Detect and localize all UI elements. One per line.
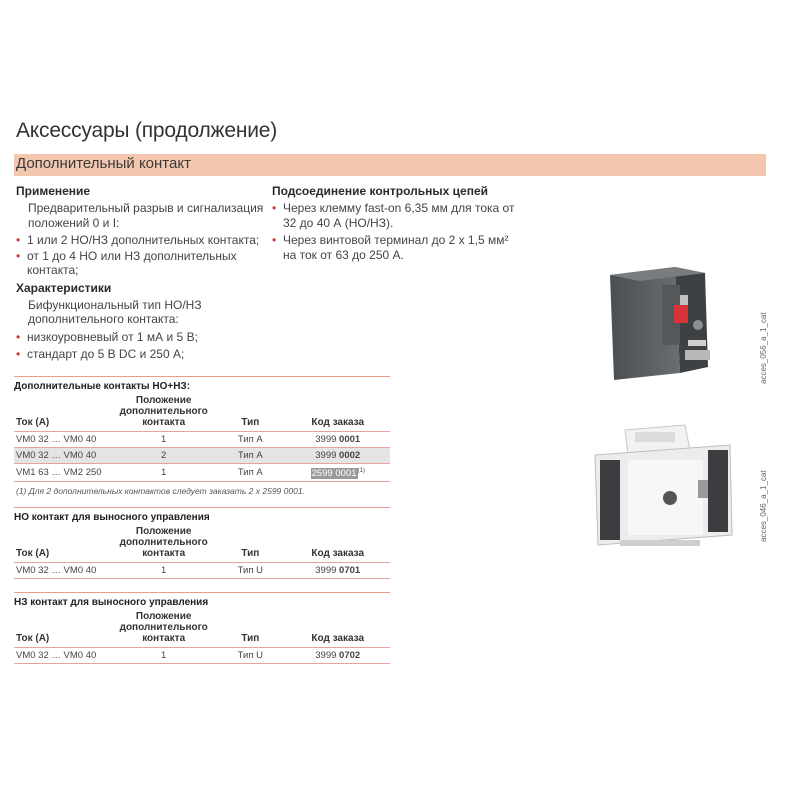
application-heading: Применение xyxy=(16,184,91,198)
cell-position: 1 xyxy=(112,464,215,482)
footnote-marker: (1) xyxy=(357,468,365,474)
connection-heading: Подсоединение контрольных цепей xyxy=(272,184,488,198)
cell-code xyxy=(285,648,390,664)
column-header-position: Положение дополнительного контакта xyxy=(119,611,208,644)
characteristics-bullet: • стандарт до 5 В DC и 250 А; xyxy=(16,347,266,362)
image-caption: acces_046_a_1_cat xyxy=(759,470,768,542)
image-caption: acces_056_a_1_cat xyxy=(759,312,768,384)
remote-contact-photo xyxy=(590,420,740,560)
column-header-position: Положение дополнительного контакта xyxy=(119,526,208,559)
application-bullet: • от 1 до 4 НО или НЗ дополнительных контакта; xyxy=(16,249,266,278)
code-prefix: 3999 xyxy=(315,434,340,445)
column-header-type: Тип xyxy=(241,548,260,559)
section-title: Дополнительный контакт xyxy=(16,155,191,172)
code-suffix: 0001 xyxy=(335,468,357,480)
connection-block xyxy=(272,184,522,262)
code-prefix: 3999 xyxy=(315,565,340,576)
characteristics-bullet: • низкоуровневый от 1 мА и 5 В; xyxy=(16,330,266,345)
cell-position: 1 xyxy=(112,432,215,448)
code-suffix: 0701 xyxy=(339,565,361,576)
auxiliary-contact-photo xyxy=(600,255,730,395)
code-suffix: 0702 xyxy=(339,650,361,661)
table-nc-remote xyxy=(14,592,390,664)
cell-type: Тип U xyxy=(215,563,285,579)
cell-position: 2 xyxy=(112,448,215,464)
cell-current: VM1 63 … VM2 250 xyxy=(14,464,112,482)
characteristics-heading: Характеристики xyxy=(16,280,112,295)
cell-code xyxy=(285,448,390,464)
cell-code xyxy=(285,432,390,448)
connection-bullet: • Через клемму fast-on 6,35 мм для тока от 32 до 40 А (НО/НЗ). xyxy=(272,201,522,230)
column-header-position: Положение дополнительного контакта xyxy=(119,395,208,428)
connection-bullet: • Через винтовой терминал до 2 х 1,5 мм² на ток от 63 до 250 А. xyxy=(272,233,522,262)
column-header-current: Ток (А) xyxy=(16,417,50,428)
table-row xyxy=(14,563,390,579)
code-suffix: 0002 xyxy=(339,450,361,461)
cell-type: Тип А xyxy=(215,448,285,464)
table-row xyxy=(14,464,390,482)
cell-current: VM0 32 … VM0 40 xyxy=(14,648,112,664)
column-header-type: Тип xyxy=(241,633,260,644)
characteristics-intro: Бифункциональный тип НО/НЗ дополнительного контакта: xyxy=(28,297,202,326)
column-header-code: Код заказа xyxy=(311,417,365,428)
table-title: НЗ контакт для выносного управления xyxy=(14,592,390,611)
application-bullet: • 1 или 2 НО/НЗ дополнительных контакта; xyxy=(16,233,266,248)
table-footnote: (1) Для 2 дополнительных контактов следует заказать 2 х 2599 0001. xyxy=(16,486,305,496)
table-title: Дополнительные контакты НО+НЗ: xyxy=(14,376,390,395)
cell-current: VM0 32 … VM0 40 xyxy=(14,563,112,579)
cell-position: 1 xyxy=(112,563,215,579)
cell-code xyxy=(285,464,390,482)
cell-code xyxy=(285,563,390,579)
application-block xyxy=(16,184,266,362)
cell-type: Тип А xyxy=(215,464,285,482)
data-table xyxy=(14,526,390,579)
column-header-current: Ток (А) xyxy=(16,633,50,644)
table-row xyxy=(14,432,390,448)
cell-position: 1 xyxy=(112,648,215,664)
table-no-nc-contacts xyxy=(14,376,390,482)
column-header-code: Код заказа xyxy=(311,548,365,559)
column-header-type: Тип xyxy=(241,417,260,428)
page-title: Аксессуары (продолжение) xyxy=(16,119,278,142)
data-table xyxy=(14,395,390,482)
cell-current: VM0 32 … VM0 40 xyxy=(14,448,112,464)
application-intro: Предварительный разрыв и сигнализация положений 0 и I: xyxy=(28,201,264,230)
table-title: НО контакт для выносного управления xyxy=(14,507,390,526)
cell-type: Тип U xyxy=(215,648,285,664)
column-header-current: Ток (А) xyxy=(16,548,50,559)
cell-type: Тип А xyxy=(215,432,285,448)
code-prefix: 3999 xyxy=(315,650,340,661)
code-prefix: 2599 xyxy=(311,468,336,480)
column-header-code: Код заказа xyxy=(311,633,365,644)
cell-current: VM0 32 … VM0 40 xyxy=(14,432,112,448)
table-no-remote xyxy=(14,507,390,579)
code-suffix: 0001 xyxy=(339,434,361,445)
code-prefix: 3999 xyxy=(315,450,340,461)
table-row xyxy=(14,448,390,464)
data-table xyxy=(14,611,390,664)
table-row xyxy=(14,648,390,664)
